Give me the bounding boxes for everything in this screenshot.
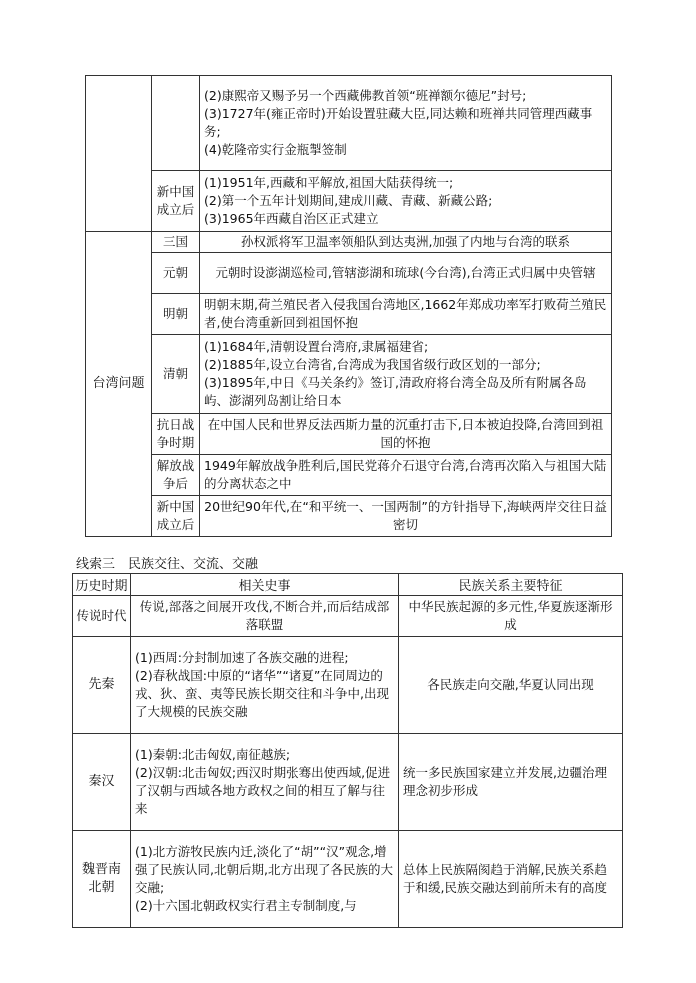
period-cell: 新中国成立后 [152,171,200,232]
tibet-category-cell [86,76,152,232]
event-line: (2)康熙帝又赐予另一个西藏佛教首领“班禅额尔德尼”封号; [204,88,527,103]
events-cell: 1949年解放战争胜利后,国民党蒋介石退守台湾,台湾再次陷入与祖国大陆的分离状态之中 [200,455,612,496]
feature-cell: 统一多民族国家建立并发展,边疆治理理念初步形成 [399,734,623,831]
events-cell: 孙权派将军卫温率领船队到达夷洲,加强了内地与台湾的联系 [200,232,612,253]
table-row [86,171,612,232]
period-cell [152,76,200,171]
events-cell [131,637,399,734]
history-table-tibet-taiwan [85,75,612,537]
event-line: (1)1951年,西藏和平解放,祖国大陆获得统一; [204,175,454,190]
table-row [73,831,623,928]
event-line: (1)北方游牧民族内迁,淡化了“胡”“汉”观念,增强了民族认同,北朝后期,北方出现了各民族的大交融; [135,844,393,895]
event-line: (1)1684年,清朝设置台湾府,隶属福建省; [204,339,429,354]
period-cell: 解放战争后 [152,455,200,496]
events-cell [200,76,612,171]
column-header: 民族关系主要特征 [399,574,623,596]
event-line: (2)春秋战国:中原的“诸华”“诸夏”在同周边的戎、狄、蛮、夷等民族长期交往和斗争中,出现了大规模的民族交融 [135,668,389,719]
event-line: (3)1965年西藏自治区正式建立 [204,211,379,226]
column-header: 相关史事 [131,574,399,596]
feature-cell: 总体上民族隔阂趋于消解,民族关系趋于和缓,民族交融达到前所未有的高度 [399,831,623,928]
events-cell [200,335,612,414]
period-cell: 三国 [152,232,200,253]
period-cell: 元朝 [152,253,200,294]
events-cell: 传说,部落之间展开攻伐,不断合并,而后结成部落联盟 [131,596,399,637]
table-row [86,76,612,171]
table-row [73,596,623,637]
event-line: (2)1885年,设立台湾省,台湾成为我国省级行政区划的一部分; [204,357,541,372]
period-cell: 传说时代 [73,596,131,637]
event-line: (3)1727年(雍正帝时)开始设置驻藏大臣,同达赖和班禅共同管理西藏事务; [204,106,593,139]
events-cell [131,831,399,928]
section-title: 线索三 民族交往、交流、交融 [76,557,259,572]
ethnic-relations-table [72,573,623,928]
events-cell: 明朝末期,荷兰殖民者入侵我国台湾地区,1662年郑成功率军打败荷兰殖民者,使台湾重新回到祖国怀抱 [200,294,612,335]
events-cell: 20世纪90年代,在“和平统一、一国两制”的方针指导下,海峡两岸交往日益密切 [200,496,612,537]
table-row [86,294,612,335]
table-row [86,335,612,414]
table-row [86,496,612,537]
event-line: (1)秦朝:北击匈奴,南征越族; [135,747,291,762]
feature-cell: 各民族走向交融,华夏认同出现 [399,637,623,734]
period-cell: 抗日战争时期 [152,414,200,455]
events-cell [131,734,399,831]
events-cell [200,171,612,232]
event-line: (4)乾隆帝实行金瓶掣签制 [204,142,347,157]
period-cell: 明朝 [152,294,200,335]
events-cell: 在中国人民和世界反法西斯力量的沉重打击下,日本被迫投降,台湾回到祖国的怀抱 [200,414,612,455]
table-row [86,414,612,455]
table-row [86,253,612,294]
event-line: (3)1895年,中日《马关条约》签订,清政府将台湾全岛及所有附属各岛屿、澎湖列岛割让给日本 [204,375,587,408]
period-cell: 魏晋南北朝 [73,831,131,928]
taiwan-category-cell: 台湾问题 [86,232,152,537]
table-row [86,232,612,253]
event-line: (1)西周:分封制加速了各族交融的进程; [135,650,349,665]
period-cell: 新中国成立后 [152,496,200,537]
table-row [73,734,623,831]
table-row [73,637,623,734]
feature-cell: 中华民族起源的多元性,华夏族逐渐形成 [399,596,623,637]
event-line: (2)十六国北朝政权实行君主专制制度,与 [135,898,357,913]
events-cell: 元朝时设澎湖巡检司,管辖澎湖和琉球(今台湾),台湾正式归属中央管辖 [200,253,612,294]
table-row [86,455,612,496]
period-cell: 先秦 [73,637,131,734]
event-line: (2)第一个五年计划期间,建成川藏、青藏、新藏公路; [204,193,493,208]
period-cell: 清朝 [152,335,200,414]
table-header-row [73,574,623,596]
event-line: (2)汉朝:北击匈奴;西汉时期张骞出使西域,促进了汉朝与西域各地方政权之间的相互了解与往来 [135,765,391,816]
column-header: 历史时期 [73,574,131,596]
period-cell: 秦汉 [73,734,131,831]
